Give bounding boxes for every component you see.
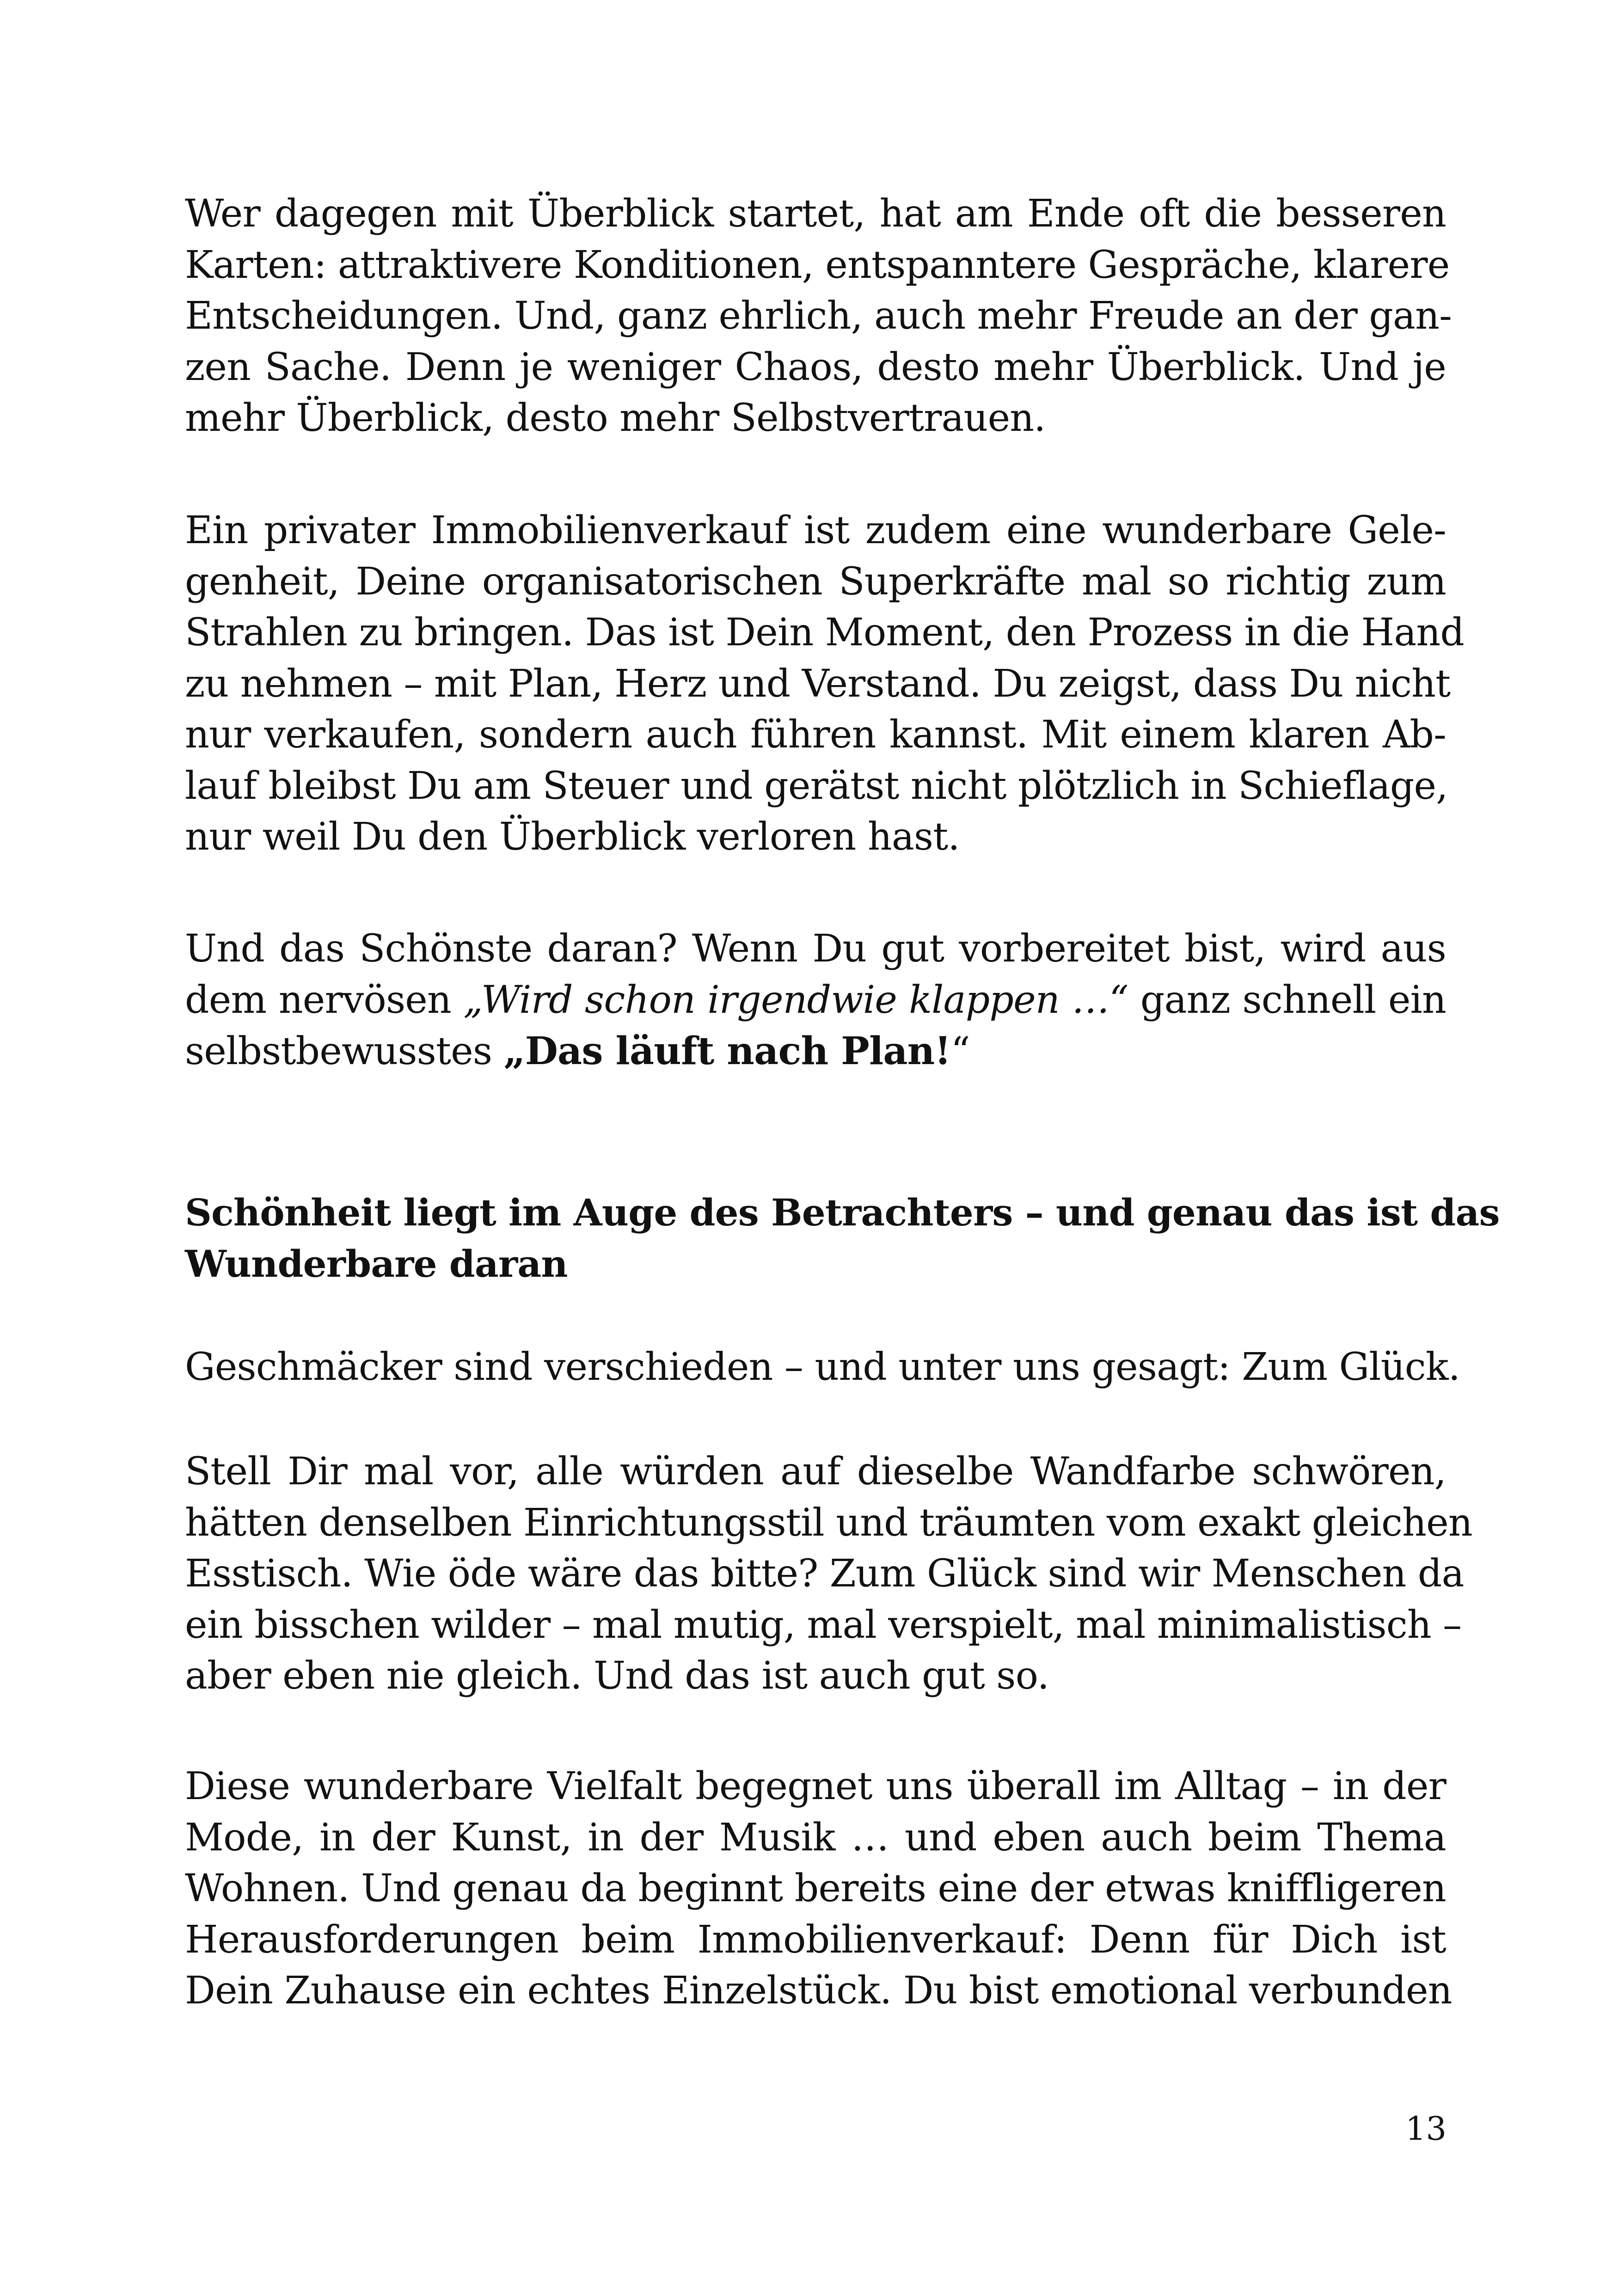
page-number: 13 (1405, 2110, 1447, 2148)
paragraph-line: Dein Zuhause ein echtes Einzelstück. Du bist emotional verbunden (185, 1969, 1452, 2013)
paragraph-line: Strahlen zu bringen. Das ist Dein Moment, den Prozess in die Hand (185, 611, 1465, 655)
paragraph-line: Stell Dir mal vor, alle würden auf dieselbe Wandfarbe schwören, (185, 1450, 1446, 1494)
paragraph-line: Karten: attraktivere Konditionen, entspanntere Gespräche, klarere (185, 243, 1450, 287)
paragraph-line: Wohnen. Und genau da beginnt bereits eine der etwas kniffligeren (185, 1867, 1446, 1910)
bold-quote-lead-in: selbstbewusstes (185, 1029, 504, 1073)
paragraph-line: Geschmäcker sind verschieden – und unter uns gesagt: Zum Glück. (185, 1345, 1460, 1389)
paragraph-imagine-same-style (185, 1446, 1472, 1702)
quote-follow: ganz schnell ein (1128, 978, 1446, 1022)
heading-line: Schönheit liegt im Auge des Betrachters – und genau das ist das (185, 1191, 1500, 1234)
paragraph-line: aber eben nie gleich. Und das ist auch gut so. (185, 1654, 1049, 1698)
italic-quote: „Wird schon irgendwie klappen …“ (463, 978, 1128, 1022)
paragraph-organisational-superpowers (185, 505, 1465, 863)
paragraph-well-prepared (185, 924, 1446, 1078)
paragraph-line: Mode, in der Kunst, in der Musik … und eben auch beim Thema (185, 1815, 1446, 1860)
paragraph-line: nur weil Du den Überblick verloren hast. (185, 815, 960, 859)
paragraph-line: Diese wunderbare Vielfalt begegnet uns überall im Alltag – in der (185, 1764, 1446, 1808)
paragraph-line: zen Sache. Denn je weniger Chaos, desto mehr Überblick. Und je (185, 345, 1446, 389)
paragraph-line: Und das Schönste daran? Wenn Du gut vorbereitet bist, wird aus (185, 927, 1446, 971)
bold-quote: „Das läuft nach Plan! (503, 1029, 951, 1073)
paragraph-line-quote (185, 975, 1446, 1026)
closing-quote-mark: “ (950, 1029, 970, 1073)
paragraph-line: Entscheidungen. Und, ganz ehrlich, auch mehr Freude an der gan- (185, 294, 1452, 338)
heading-line: Wunderbare daran (185, 1242, 568, 1286)
paragraph-line: Ein privater Immobilienverkauf ist zudem eine wunderbare Gele- (185, 508, 1446, 552)
paragraph-line: genheit, Deine organisatorischen Superkräfte mal so richtig zum (185, 559, 1446, 604)
paragraph-line: Wer dagegen mit Überblick startet, hat am Ende oft die besseren (185, 192, 1446, 236)
paragraph-line: mehr Überblick, desto mehr Selbstvertrauen. (185, 396, 1046, 440)
paragraph-line: nur verkaufen, sondern auch führen kannst. Mit einem klaren Ab- (185, 713, 1446, 757)
paragraph-overview-benefits (185, 189, 1452, 444)
paragraph-line: hätten denselben Einrichtungsstil und träumten vom exakt gleichen (185, 1500, 1472, 1545)
paragraph-line: Herausforderungen beim Immobilienverkauf: Denn für Dich ist (185, 1917, 1446, 1962)
paragraph-line: zu nehmen – mit Plan, Herz und Verstand. Du zeigst, dass Du nicht (185, 661, 1451, 706)
paragraph-tastes-differ (185, 1342, 1460, 1393)
quote-lead-in: dem nervösen (185, 978, 464, 1022)
paragraph-line: Esstisch. Wie öde wäre das bitte? Zum Glück sind wir Menschen da (185, 1552, 1464, 1596)
paragraph-line: lauf bleibst Du am Steuer und gerätst nicht plötzlich in Schieflage, (185, 764, 1448, 808)
section-heading (185, 1187, 1500, 1289)
paragraph-diversity-everyday (185, 1761, 1452, 2017)
paragraph-line-bold-quote (185, 1026, 1446, 1078)
paragraph-line: ein bisschen wilder – mal mutig, mal verspielt, mal minimalistisch – (185, 1603, 1462, 1647)
